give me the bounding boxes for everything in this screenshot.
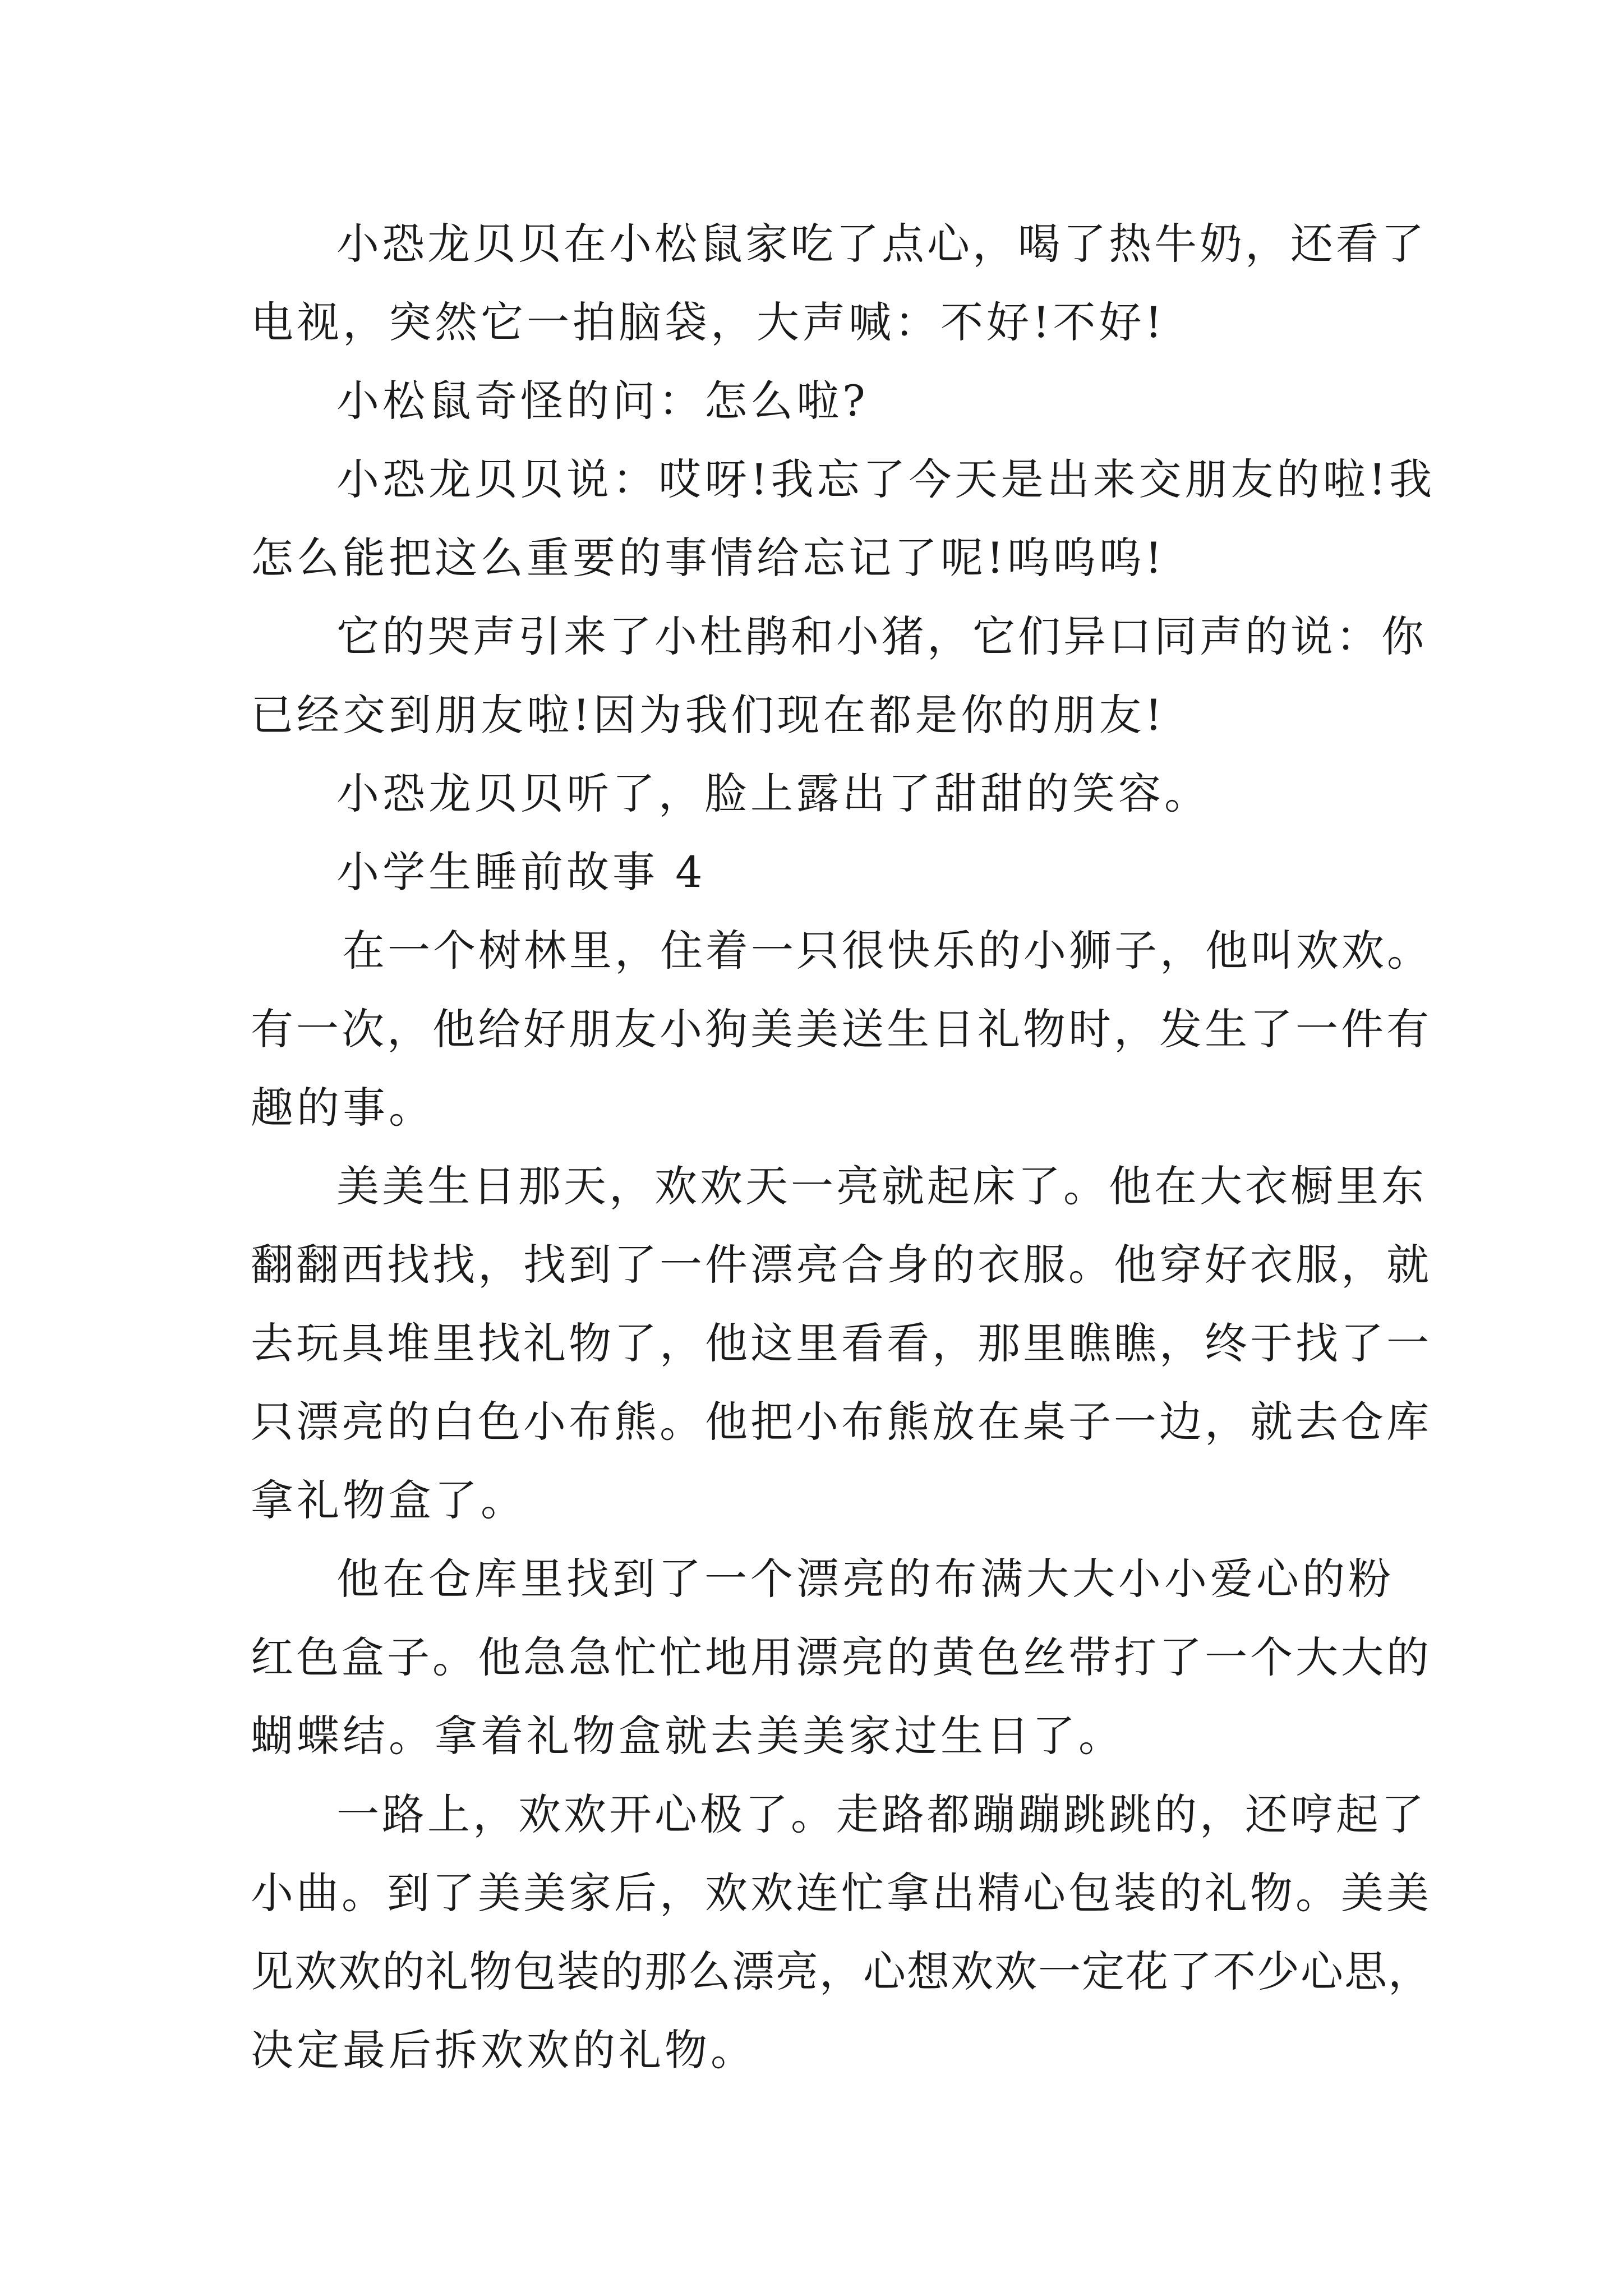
text-line: 拿礼物盒了。 xyxy=(251,1475,527,1525)
text-line: 小恐龙贝贝听了，脸上露出了甜甜的笑容。 xyxy=(336,769,1210,818)
text-line: 趣的事。 xyxy=(251,1083,435,1133)
text-line: 小恐龙贝贝在小松鼠家吃了点心，喝了热牛奶，还看了 xyxy=(336,219,1427,269)
text-line: 见欢欢的礼物包装的那么漂亮，心想欢欢一定花了不少心思， xyxy=(251,1947,1432,1996)
text-line: 已经交到朋友啦!因为我们现在都是你的朋友! xyxy=(251,690,1166,740)
heading-text: 小学生睡前故事 4 xyxy=(336,847,706,897)
text-line: 电视，突然它一拍脑袋，大声喊：不好!不好! xyxy=(251,297,1166,347)
text-line: 去玩具堆里找礼物了，他这里看看，那里瞧瞧，终于找了一 xyxy=(251,1318,1432,1368)
text-line: 翻翻西找找，找到了一件漂亮合身的衣服。他穿好衣服，就 xyxy=(251,1240,1432,1290)
text-line: 蝴蝶结。拿着礼物盒就去美美家过生日了。 xyxy=(251,1711,1124,1761)
text-line: 有一次，他给好朋友小狗美美送生日礼物时，发生了一件有 xyxy=(251,1004,1432,1054)
text-line: 一路上，欢欢开心极了。走路都蹦蹦跳跳的，还哼起了 xyxy=(336,1789,1427,1839)
text-line: 只漂亮的白色小布熊。他把小布熊放在桌子一边，就去仓库 xyxy=(251,1397,1432,1447)
text-line: 小曲。到了美美家后，欢欢连忙拿出精心包装的礼物。美美 xyxy=(251,1868,1432,1918)
text-line: 美美生日那天，欢欢天一亮就起床了。他在大衣橱里东 xyxy=(336,1161,1427,1211)
text-line: 小松鼠奇怪的问：怎么啦? xyxy=(336,376,869,426)
text-line: 小恐龙贝贝说：哎呀!我忘了今天是出来交朋友的啦!我 xyxy=(336,454,1436,504)
text-line: 它的哭声引来了小杜鹃和小猪，它们异口同声的说：你 xyxy=(336,611,1427,661)
text-line: 他在仓库里找到了一个漂亮的布满大大小小爱心的粉 xyxy=(336,1554,1394,1604)
text-line: 在一个树林里，住着一只很快乐的小狮子，他叫欢欢。 xyxy=(342,926,1432,976)
text-line: 决定最后拆欢欢的礼物。 xyxy=(251,2025,757,2075)
text-line: 怎么能把这么重要的事情给忘记了呢!呜呜呜! xyxy=(251,533,1166,583)
text-line: 红色盒子。他急急忙忙地用漂亮的黄色丝带打了一个大大的 xyxy=(251,1632,1432,1682)
